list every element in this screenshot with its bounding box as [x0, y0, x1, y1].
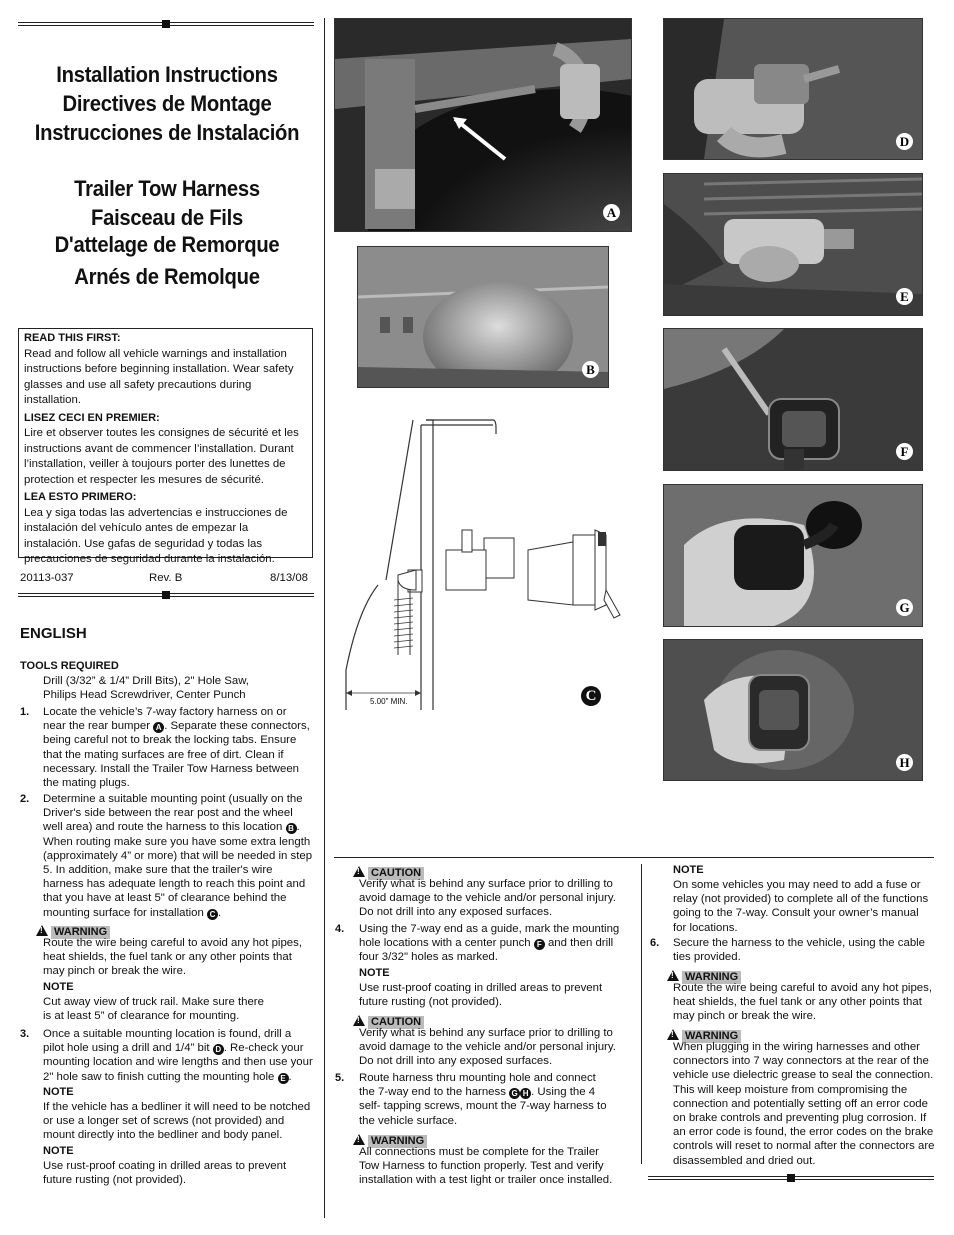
section-rule: [334, 857, 934, 858]
warning-1-text: Route the wire being careful to avoid any hot pipes, heat shields, the fuel tank or any other points that may pinch or break the wire.: [43, 937, 302, 978]
note-label: NOTE: [359, 967, 390, 979]
photo-f-image: [664, 329, 922, 470]
photo-g: [663, 484, 923, 627]
step-number: 1.: [20, 706, 30, 718]
safety-box: [18, 328, 313, 565]
step-2-line: Determine a suitable mounting point (usually on the Driver's side between the rear post and the wheel well area) and route the harness to this location: [43, 793, 303, 834]
fig-label-b: B: [582, 361, 599, 378]
fig-ref-e: E: [278, 1073, 289, 1084]
warning-icon: [353, 866, 365, 877]
read-first-en-heading: READ THIS FIRST:: [24, 332, 121, 344]
step-number: 3.: [20, 1028, 30, 1040]
photo-b: [357, 246, 609, 388]
step-6-text: Secure the harness to the vehicle, using the cable ties provided.: [673, 937, 926, 964]
fig-ref-d: D: [213, 1044, 224, 1055]
read-first-en-text: Read and follow all vehicle warnings and installation instructions before beginning installation. Wear safety glasses and use all safety precautions during installation.: [24, 347, 294, 406]
step-4-line: and then drill four 3/32" holes as marked.: [359, 937, 614, 964]
photo-g-image: [664, 485, 922, 626]
warning-2-text: All connections must be complete for the Trailer Tow Harness to function properly. Test and verify installation with a test light or trailer once installed.: [359, 1146, 613, 1187]
product-title-fr: Faisceau de Fils: [91, 205, 243, 230]
warning-icon: [667, 1029, 679, 1040]
rule-marker: [162, 591, 170, 599]
step-1-line: Locate the vehicle’s 7-way factory harness on or: [43, 706, 287, 718]
caution-1-text: Verify what is behind any surface prior to drilling to avoid damage to the vehicle and/or personal injury. Do not drill into any exposed surfaces.: [359, 878, 616, 919]
fig-ref-g: G: [509, 1088, 520, 1099]
step-4-line: Using the 7-way end as a guide, mark the mounting hole locations with a center punch: [359, 923, 620, 950]
column-divider: [324, 18, 325, 1218]
step-5-line: . Using the 4 self- tapping screws, mount the 7-way harness to the vehicle surface.: [359, 1086, 607, 1127]
title-en: Installation Instructions: [56, 62, 278, 87]
step-3-line: . Re-check your mounting location and wire lengths and then use your 2" hole saw to finish cutting the mounting hole: [43, 1042, 313, 1083]
warning-icon: [353, 1134, 365, 1145]
revision: Rev. B: [149, 572, 183, 584]
read-first-fr-text: Lire et observer toutes les consignes de sécurité et les instructions avant de commencer l’installation. Durant l’installation, veiller à toujours porter des lunettes de protection et respecter les mesures de sécurité.: [24, 427, 299, 486]
note-2-text: If the vehicle has a bedliner it will need to be notched or use a longer set of screws (not provided) and mount directly into the bedliner and body panel.: [43, 1101, 311, 1142]
photo-f: [663, 328, 923, 471]
read-first-es-text: Lea y siga todas las advertencias e instrucciones de instalación del vehículo antes de empezar la instalación. Use gafas de seguridad y todas las precauciones de seguridad durante la instalación.: [24, 506, 288, 565]
diagram-c: [338, 410, 638, 720]
step-5-line: Route harness thru mounting hole and connect the 7-way end to the harness: [359, 1072, 596, 1099]
fig-ref-a: A: [153, 722, 164, 733]
step-3-line: Once a suitable mounting location is found, drill a pilot hole using a drill and 1/4” bit: [43, 1028, 292, 1055]
note-5-text: On some vehicles you may need to add a fuse or relay (not provided) to complete all of the functions going to the 7-way. Consult your owner’s manual for locations.: [673, 879, 929, 934]
fig-ref-f: F: [534, 939, 545, 950]
fig-label-a: A: [603, 204, 620, 221]
fig-label-c: C: [581, 686, 601, 706]
part-number: 20113-037: [20, 572, 74, 584]
product-title-fr-2: D'attelage de Remorque: [54, 232, 280, 257]
step-4-text: [359, 922, 624, 965]
caution-text: CAUTION: [368, 1016, 424, 1029]
product-title-en: Trailer Tow Harness: [74, 176, 260, 201]
note-label: NOTE: [43, 1145, 74, 1157]
product-title-es: Arnés de Remolque: [74, 264, 260, 289]
step-3-text: Once a suitable mounting location is found, drill a pilot hole using a drill and 1/4” bit D . Re-check your mounting location and wire lengths and then use your 2" hole saw to finish cutting the mounting hole E .: [43, 1028, 313, 1083]
tools-heading: TOOLS REQUIRED: [20, 660, 119, 672]
note-4-text: Use rust-proof coating in drilled areas to prevent future rusting (not provided).: [359, 982, 603, 1009]
read-first-es-heading: LEA ESTO PRIMERO:: [24, 491, 137, 503]
fig-label-f: F: [896, 443, 913, 460]
warning-text: WARNING: [51, 926, 110, 939]
step-1-line: being careful not to break the locking tabs. Ensure that the mating surfaces are free of dirt. Clean if necessary. Install the Trailer Tow Harness between the mating plugs.: [43, 734, 299, 790]
photo-h-image: [664, 640, 922, 780]
step-number: 5.: [335, 1072, 345, 1084]
tools-line-2: Philips Head Screwdriver, Center Punch: [43, 689, 246, 701]
step-1-line: . Separate these connectors,: [164, 720, 310, 733]
photo-a-image: [335, 19, 631, 231]
dimension-label: 5.00" MIN.: [370, 697, 408, 706]
language-heading: ENGLISH: [20, 625, 87, 642]
column-divider-2: [641, 864, 642, 1164]
doc-date: 8/13/08: [270, 572, 309, 584]
note-label: NOTE: [673, 864, 704, 876]
read-first-fr-heading: LISEZ CECI EN PREMIER:: [24, 411, 160, 424]
photo-d: [663, 18, 923, 160]
photo-h: [663, 639, 923, 781]
step-1-line: near the rear bumper: [43, 720, 151, 733]
warning-4-text: When plugging in the wiring harnesses and other connectors into 7 way connectors at the rear of the vehicle use dielectric grease to seal the connection. This will keep moisture from compromising the connection and potentially setting off an error code on brake controls and preventing plug corrosion. If an error code is found, the error codes on the brake controls will reset to normal after the connectors are disassembled and dried out.: [673, 1041, 935, 1167]
fig-label-g: G: [896, 599, 913, 616]
photo-b-image: [358, 247, 608, 387]
fig-label-h: H: [896, 754, 913, 771]
warning-icon: [36, 925, 48, 936]
warning-text: WARNING: [682, 971, 741, 984]
warning-text: WARNING: [682, 1030, 741, 1043]
photo-d-image: [664, 19, 922, 159]
note-3-text: Use rust-proof coating in drilled areas to prevent future rusting (not provided).: [43, 1160, 287, 1187]
fig-ref-h: H: [520, 1088, 531, 1099]
photo-e: [663, 173, 923, 316]
note-label: NOTE: [43, 981, 74, 993]
step-number: 2.: [20, 793, 30, 805]
step-1-text: [43, 705, 313, 790]
rule-marker: [162, 20, 170, 28]
title-es: Instrucciones de Instalación: [34, 120, 300, 145]
rule-marker: [787, 1174, 795, 1182]
fig-ref-b: B: [286, 823, 297, 834]
fig-ref-c: C: [207, 909, 218, 920]
caution-2-text: Verify what is behind any surface prior to drilling to avoid damage to the vehicle and/or personal injury. Do not drill into any exposed surfaces.: [359, 1027, 616, 1068]
tools-line-1: Drill (3/32” & 1/4” Drill Bits), 2" Hole Saw,: [43, 675, 249, 687]
warning-icon: [667, 970, 679, 981]
fig-label-d: D: [896, 133, 913, 150]
step-2-line: When routing make sure you have some extra length (approximately 4” or more) that will be needed in step 5. In addition, make sure that the trailer's wire harness has adequate length to reach this point and that you have at least 5" of clearance behind the mounting surface for installation: [43, 835, 313, 919]
step-2-text: Determine a suitable mounting point (usually on the Driver's side between the rear post and the wheel well area) and route the harness to this location B . When routing make sure you have some extra length (approximately 4” or more) that will be needed in step 5. In addition, make sure that the trailer's wire harness has adequate length to reach this point and that you have at least 5" of clearance behind the mounting surface for installation C .: [43, 793, 313, 919]
warning-3-text: Route the wire being careful to avoid any hot pipes, heat shields, the fuel tank or any other points that may pinch or break the wire.: [673, 982, 932, 1023]
step-5-text: [359, 1071, 614, 1128]
photo-a: [334, 18, 632, 232]
note-1-text: Cut away view of truck rail. Make sure there is at least 5” of clearance for mounting.: [43, 996, 264, 1023]
fig-label-e: E: [896, 288, 913, 305]
note-label: NOTE: [43, 1086, 74, 1098]
step-number: 6.: [650, 937, 660, 949]
step-number: 4.: [335, 923, 345, 935]
warning-text: WARNING: [368, 1135, 427, 1148]
caution-text: CAUTION: [368, 867, 424, 880]
title-fr: Directives de Montage: [62, 91, 272, 116]
photo-e-image: [664, 174, 922, 315]
warning-icon: [353, 1015, 365, 1026]
